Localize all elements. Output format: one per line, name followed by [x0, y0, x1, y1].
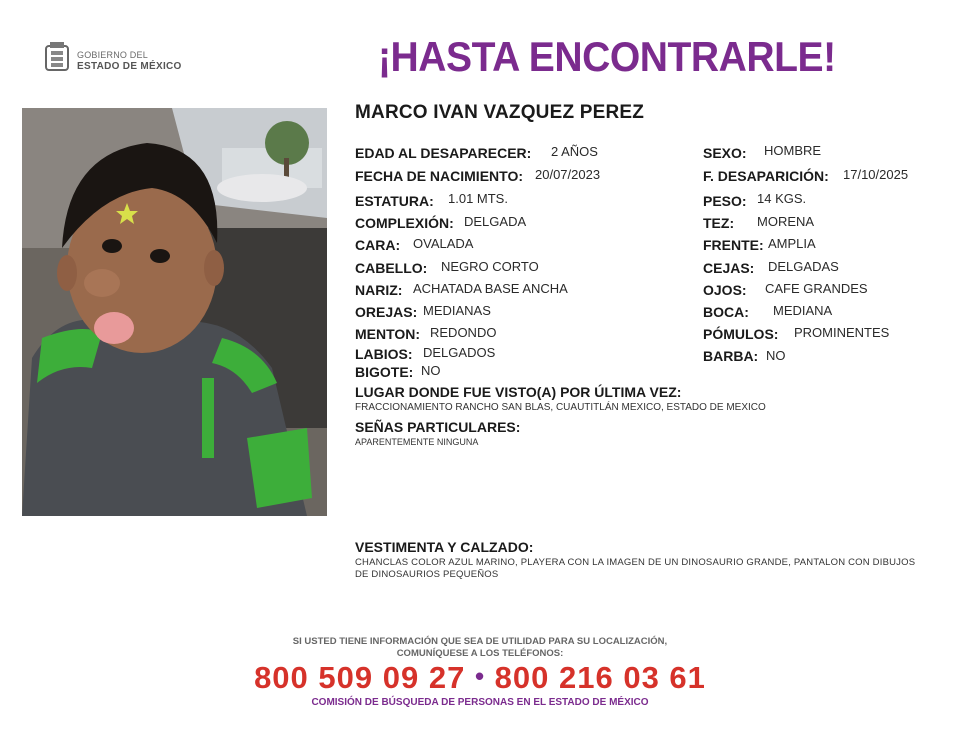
field-label: FRENTE:: [703, 237, 764, 253]
contact-line-1: SI USTED TIENE INFORMACIÓN QUE SEA DE UTILIDAD PARA SU LOCALIZACIÓN,: [292, 636, 668, 647]
contact-line-2: COMUNÍQUESE A LOS TELÉFONOS:: [396, 648, 564, 659]
field-label: PÓMULOS:: [703, 326, 779, 342]
headline: ¡HASTA ENCONTRARLE!: [378, 33, 836, 80]
field-value: CAFE GRANDES: [765, 281, 868, 296]
phone-numbers: [0, 660, 960, 696]
government-logo: [44, 40, 214, 76]
field-value: OVALADA: [413, 236, 474, 251]
field-label: BIGOTE:: [355, 364, 414, 380]
field-value: DELGADA: [464, 214, 527, 229]
person-name: MARCO IVAN VAZQUEZ PEREZ: [355, 102, 645, 123]
field-label: BOCA:: [703, 304, 749, 320]
last-seen-value: FRACCIONAMIENTO RANCHO SAN BLAS, CUAUTITLÁN MEXICO, ESTADO DE MEXICO: [355, 402, 766, 413]
field-label: OREJAS:: [355, 304, 418, 320]
field-label: PESO:: [703, 193, 747, 209]
marks-label: SEÑAS PARTICULARES:: [355, 419, 521, 435]
field-label: CARA:: [355, 237, 401, 253]
field-value: 14 KGS.: [757, 191, 807, 206]
field-label: SEXO:: [703, 145, 747, 161]
field-label: COMPLEXIÓN:: [355, 215, 454, 231]
field-value: 17/10/2025: [843, 167, 909, 182]
field-value: DELGADAS: [768, 259, 839, 274]
field-label: EDAD AL DESAPARECER:: [355, 145, 532, 161]
field-value: AMPLIA: [768, 236, 816, 251]
field-value: PROMINENTES: [794, 325, 890, 340]
clothing-value: CHANCLAS COLOR AZUL MARINO, PLAYERA CON LA IMAGEN DE UN DINOSAURIO GRANDE, PANTALON CON DIBUJOS DE DINOSAURIOS PEQUEÑOS: [355, 557, 916, 580]
field-value: HOMBRE: [764, 143, 822, 158]
field-label: ESTATURA:: [355, 193, 434, 209]
field-value: MEDIANAS: [423, 303, 491, 318]
last-seen-label: LUGAR DONDE FUE VISTO(A) POR ÚLTIMA VEZ:: [355, 384, 682, 400]
marks-value: APARENTEMENTE NINGUNA: [355, 437, 479, 447]
contact-instructions: [0, 636, 960, 660]
logo-line-1: GOBIERNO DEL: [77, 50, 148, 60]
phone-1[interactable]: 800 509 09 27: [254, 660, 466, 695]
agency-name: COMISIÓN DE BÚSQUEDA DE PERSONAS EN EL ESTADO DE MÉXICO: [311, 697, 649, 708]
field-label: NARIZ:: [355, 282, 403, 298]
field-value: NO: [421, 363, 441, 378]
field-label: CEJAS:: [703, 260, 755, 276]
field-label: LABIOS:: [355, 346, 413, 362]
field-value: REDONDO: [430, 325, 497, 340]
field-value: ACHATADA BASE ANCHA: [413, 281, 568, 296]
logo-line-2: ESTADO DE MÉXICO: [77, 61, 182, 72]
field-value: 2 AÑOS: [551, 144, 598, 159]
field-label: MENTON:: [355, 326, 421, 342]
field-value: MORENA: [757, 214, 815, 229]
coat-of-arms-icon: [44, 40, 70, 72]
field-value: NEGRO CORTO: [441, 259, 539, 274]
field-value: NO: [766, 348, 786, 363]
field-value: 1.01 MTS.: [448, 191, 508, 206]
field-value: 20/07/2023: [535, 167, 601, 182]
missing-person-photo: [22, 108, 327, 516]
field-value: DELGADOS: [423, 345, 496, 360]
field-value: MEDIANA: [773, 303, 833, 318]
clothing-label: VESTIMENTA Y CALZADO:: [355, 539, 534, 555]
field-label: BARBA:: [703, 348, 759, 364]
phone-2[interactable]: 800 216 03 61: [494, 660, 706, 695]
field-label: TEZ:: [703, 215, 735, 231]
field-label: FECHA DE NACIMIENTO:: [355, 168, 523, 184]
field-label: F. DESAPARICIÓN:: [703, 168, 829, 184]
phone-separator: •: [474, 661, 486, 691]
field-label: CABELLO:: [355, 260, 428, 276]
field-label: OJOS:: [703, 282, 747, 298]
